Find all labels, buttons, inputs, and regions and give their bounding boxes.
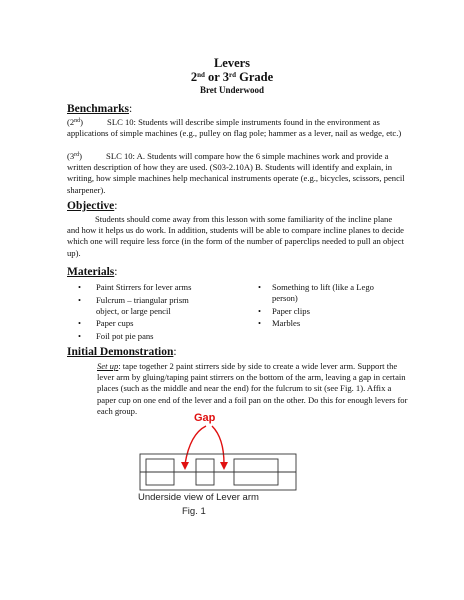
gap-arrowhead-right xyxy=(220,462,228,470)
gap-arrow-left xyxy=(185,426,206,464)
list-item: • Marbles xyxy=(258,318,388,329)
benchmark-2nd-grade: (2nd) SLC 10: Students will describe simple instruments found in the environment as applications of simple machines (e.g., pulley on flag pole; hammer as a lever, nail as wedge, etc.) xyxy=(67,117,402,139)
lever-arm-diagram xyxy=(138,412,298,522)
grade-line: 2nd or 3rd Grade xyxy=(190,70,274,84)
list-item: • Foil pot pie pans xyxy=(78,331,228,342)
objective-heading: Objective: xyxy=(67,200,118,212)
gap-arrowheads xyxy=(181,462,228,470)
materials-heading: Materials: xyxy=(67,266,118,278)
benchmarks-heading: Benchmarks: xyxy=(67,103,133,115)
gap-label: Gap xyxy=(194,412,216,424)
materials-list-left xyxy=(78,282,228,343)
benchmark-3rd-grade: (3rd) SLC 10: A. Students will compare how the 6 simple machines work and provide a written description of how they are used. (S03-2.10A) B. Students will identify and explain, in writing, how simple machines help mechanical instruments operate (e.g., bicycles, scissors, pencil sharpener). xyxy=(67,151,405,195)
list-item: • Fulcrum – triangular prism object, or large pencil xyxy=(78,295,206,317)
figure-caption: Underside view of Lever arm xyxy=(138,492,259,503)
gap-arrowhead-left xyxy=(181,462,189,470)
lever-arm-outline xyxy=(140,454,296,490)
list-item: • Paper cups xyxy=(78,318,228,329)
gap-arrow-right xyxy=(212,426,224,464)
author-name: Bret Underwood xyxy=(199,85,265,95)
objective-text: Students should come away from this lesson with some familiarity of the incline plane and how it helps us do work. In addition, students will be able to compare incline planes to decide which one will require less force (in the form of the number of paperclips needed to pull an object up). xyxy=(67,214,404,258)
figure-label: Fig. 1 xyxy=(182,506,206,517)
list-item: • Paper clips xyxy=(258,306,388,317)
list-item: • Paint Stirrers for lever arms xyxy=(78,282,228,293)
document-title: Levers xyxy=(213,56,251,70)
list-item: • Something to lift (like a Lego person) xyxy=(258,282,384,304)
lever-arm-figure xyxy=(138,412,298,522)
demonstration-heading: Initial Demonstration: xyxy=(67,346,177,358)
materials-list-right xyxy=(258,282,388,331)
demonstration-setup-text: Set up: tape together 2 paint stirrers side by side to create a wide lever arm. Support the lever arm by gluing/taping paint stirrers on the bottom of the arm, leaving a gap in certain places (such as the middle and near the end) for the fulcrum to sit (see Fig. 1). Affix a paper cup on one end of the lever and a foil pan on the other. Do this for enough levers for each group. xyxy=(97,361,408,416)
gap-arrows xyxy=(185,426,224,464)
